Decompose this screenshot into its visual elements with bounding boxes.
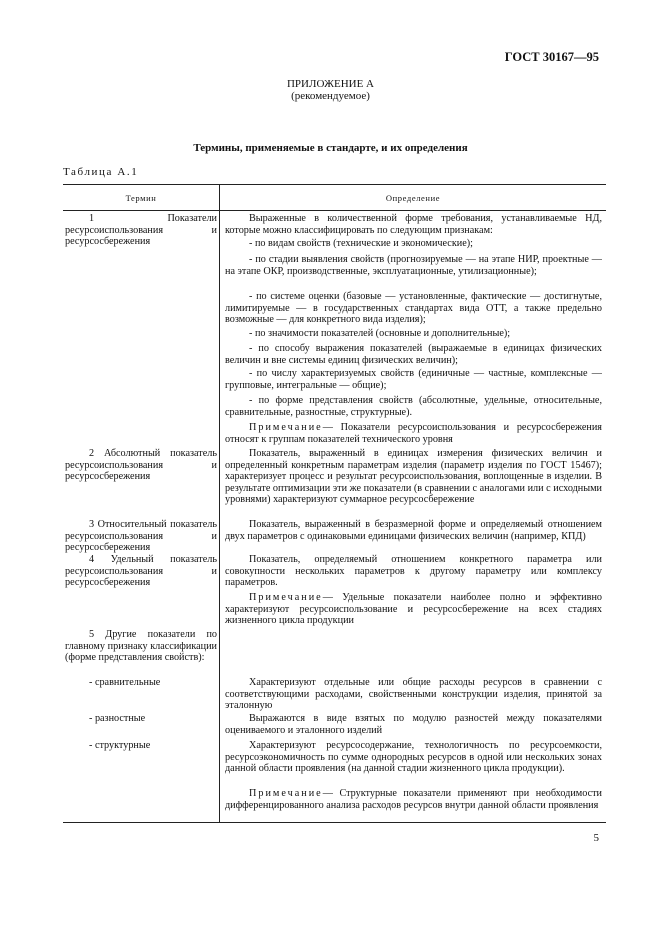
header-definition: Определение <box>385 193 441 203</box>
term-5-comparative: - сравнительные <box>89 677 161 688</box>
note-text: — Показатели ресурсоиспользования и ресурсосбережения относят к группам показателей технического уровня <box>225 422 602 445</box>
definition-3: Показатель, выраженный в безразмерной форме и определяемый отношением двух параметров с одинаковыми единицами физических величин (например, КПД) <box>225 519 602 542</box>
header-divider <box>63 210 606 211</box>
definition-1-item-5: - по способу выражения показателей (выражаемые в единицах физических величин и вне системы единиц физических величин); <box>225 343 602 366</box>
term-5-difference: - разностные <box>89 713 146 724</box>
column-divider <box>219 185 220 822</box>
note-text: — Удельные показатели наиболее полно и эффективно характеризуют ресурсоиспользование и ресурсосбережение на всех стадиях жизненного цикла продукции <box>225 592 602 627</box>
definition-2: Показатель, выраженный в единицах измерения физических величин и определенный конкретным параметрам изделия (параметр изделия по ГОСТ 15467); характеризует процесс и результат ресурсоиспользования, воплощенные в изделии. В результате оптимизации эти же показатели (в сравнении с аналогами или с исходными уровнями) характеризуют суммарное ресурсосбережение <box>225 448 602 506</box>
term-5-structural: - структурные <box>89 740 151 751</box>
table-label: Таблица А.1 <box>63 166 139 178</box>
header-term: Термин <box>125 193 157 203</box>
definition-4: Показатель, определяемый отношением конкретного параметра или совокупности нескольких параметров к другому параметру или комплексу параметров. <box>225 554 602 589</box>
appendix-subtitle: (рекомендуемое) <box>291 90 370 102</box>
appendix-heading <box>0 78 661 102</box>
note-text: — Структурные показатели применяют при необходимости дифференцированного анализа расходов ресурсов внутри данной области проявления <box>225 788 602 811</box>
section-title: Термины, применяемые в стандарте, и их определения <box>193 142 468 154</box>
term-5: 5 Другие показатели по главному признаку классификации (форме представления свойств): <box>65 629 217 664</box>
definition-4-note <box>225 592 602 627</box>
definition-1-item-1: - по видам свойств (технические и экономические); <box>249 238 473 249</box>
definition-5-difference: Выражаются в виде взятых по модулю разностей между показателями оцениваемого и эталонного изделий <box>225 713 602 736</box>
definition-1-item-2: - по стадии выявления свойств (прогнозируемые — на этапе НИР, проектные — на этапе ОКР, производственные, эксплуатационные, утилизационные); <box>225 254 602 277</box>
terms-table <box>63 184 606 823</box>
page-number: 5 <box>593 832 599 844</box>
note-label: Примечание <box>249 422 323 433</box>
term-4: 4 Удельный показатель ресурсоиспользования и ресурсосбережения <box>65 554 217 589</box>
definition-1-item-4: - по значимости показателей (основные и дополнительные); <box>249 328 511 339</box>
appendix-title: ПРИЛОЖЕНИЕ А <box>286 78 374 90</box>
term-2: 2 Абсолютный показатель ресурсоиспользования и ресурсосбережения <box>65 448 217 483</box>
definition-5-comparative: Характеризуют отдельные или общие расходы ресурсов в сравнении с соответствующими расходами, свойственными конструкции изделия, принятой за эталонную <box>225 677 602 712</box>
term-3: 3 Относительный показатель ресурсоиспользования и ресурсосбережения <box>65 519 217 554</box>
note-label: Примечание <box>249 788 323 799</box>
definition-1-note <box>225 422 602 445</box>
note-label: Примечание <box>249 592 323 603</box>
definition-1-intro: Выраженные в количественной форме требования, устанавливаемые НД, которые можно классифицировать по следующим признакам: <box>225 213 602 236</box>
term-1: 1 Показатели ресурсоиспользования и ресурсосбережения <box>65 213 217 248</box>
document-code: ГОСТ 30167—95 <box>504 50 599 64</box>
definition-1-item-7: - по форме представления свойств (абсолютные, удельные, относительные, сравнительные, разностные, структурные). <box>225 395 602 418</box>
definition-1-item-3: - по системе оценки (базовые — установленные, фактические — достигнутые, лимитируемые — в государственных стандартах вида ОТТ, а также предельно возможные — для конкретного вида изделия); <box>225 291 602 326</box>
definition-5-note <box>225 788 602 811</box>
definition-1-item-6: - по числу характеризуемых свойств (единичные — частные, комплексные — групповые, интегральные — общие); <box>225 368 602 391</box>
definition-5-structural: Характеризуют ресурсосодержание, технологичность по ресурсоемкости, ресурсоэкономичность по сумме однородных ресурсов в одной или нескольких зонах данной области проявления (на данной стадии жизненного цикла продукции). <box>225 740 602 775</box>
